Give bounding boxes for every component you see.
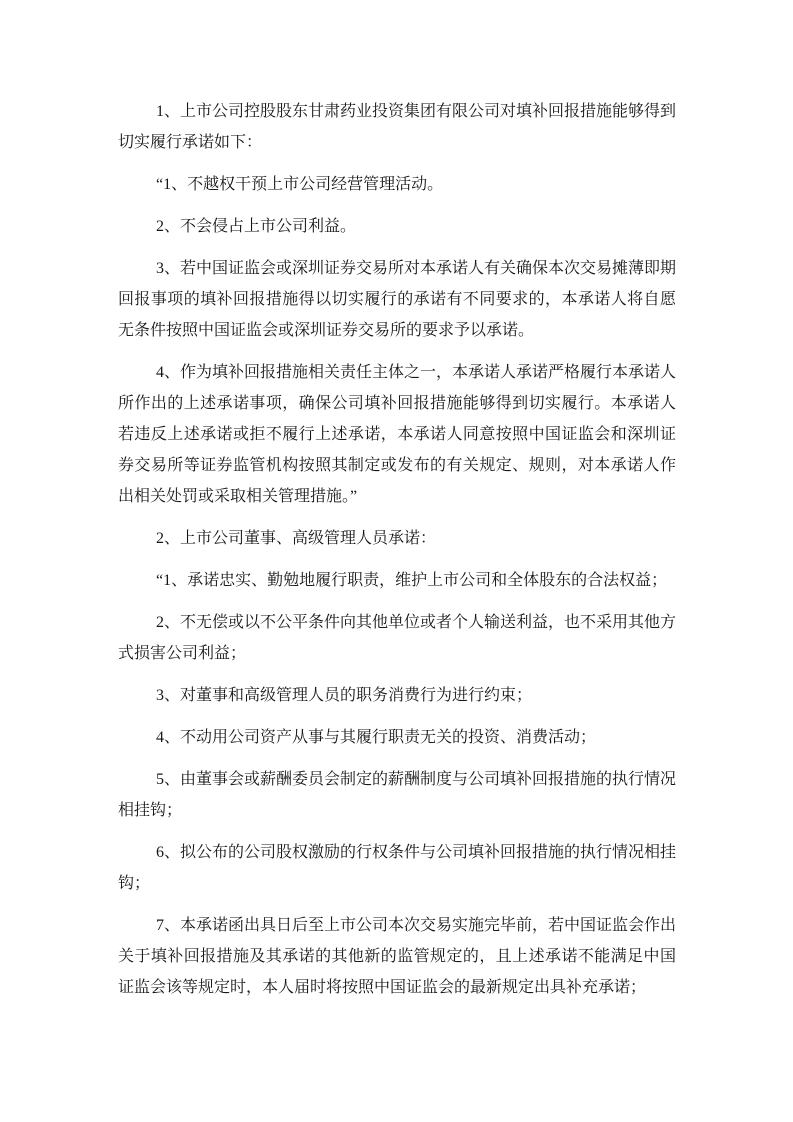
paragraph: 3、若中国证监会或深圳证券交易所对本承诺人有关确保本次交易摊薄即期回报事项的填补回报措施得以切实履行的承诺有不同要求的，本承诺人将自愿无条件按照中国证监会或深圳证券交易所的要求予以承诺。 <box>118 260 677 339</box>
paragraph: 4、不动用公司资产从事与其履行职责无关的投资、消费活动； <box>156 729 597 746</box>
paragraph: 7、本承诺函出具日后至上市公司本次交易实施完毕前，若中国证监会作出关于填补回报措施及其承诺的其他新的监管规定的，且上述承诺不能满足中国证监会该等规定时，本人届时将按照中国证监会的最新规定出具补充承诺； <box>118 917 677 996</box>
paragraph: 2、不无偿或以不公平条件向其他单位或者个人输送利益，也不采用其他方式损害公司利益； <box>118 614 677 662</box>
document-body <box>118 96 676 1003</box>
paragraph: 4、作为填补回报措施相关责任主体之一，本承诺人承诺严格履行本承诺人所作出的上述承诺事项，确保公司填补回报措施能够得到切实履行。本承诺人若违反上述承诺或拒不履行上述承诺，本承诺人同意按照中国证监会和深圳证券交易所等证券监管机构按照其制定或发布的有关规定、规则，对本承诺人作出相关处罚或采取相关管理措施。” <box>118 364 677 505</box>
paragraph: 6、拟公布的公司股权激励的行权条件与公司填补回报措施的执行情况相挂钩； <box>118 844 677 892</box>
paragraph: 5、由董事会或薪酬委员会制定的薪酬制度与公司填补回报措施的执行情况相挂钩； <box>118 771 677 819</box>
paragraph: 3、对董事和高级管理人员的职务消费行为进行约束； <box>156 687 533 704</box>
paragraph: 2、不会侵占上市公司利益。 <box>156 218 357 235</box>
paragraph: “1、承诺忠实、勤勉地履行职责，维护上市公司和全体股东的合法权益； <box>156 572 668 589</box>
paragraph: “1、不越权干预上市公司经营管理活动。 <box>156 176 444 193</box>
paragraph: 2、上市公司董事、高级管理人员承诺： <box>156 530 437 547</box>
paragraph: 1、上市公司控股股东甘肃药业投资集团有限公司对填补回报措施能够得到切实履行承诺如下： <box>118 103 677 151</box>
